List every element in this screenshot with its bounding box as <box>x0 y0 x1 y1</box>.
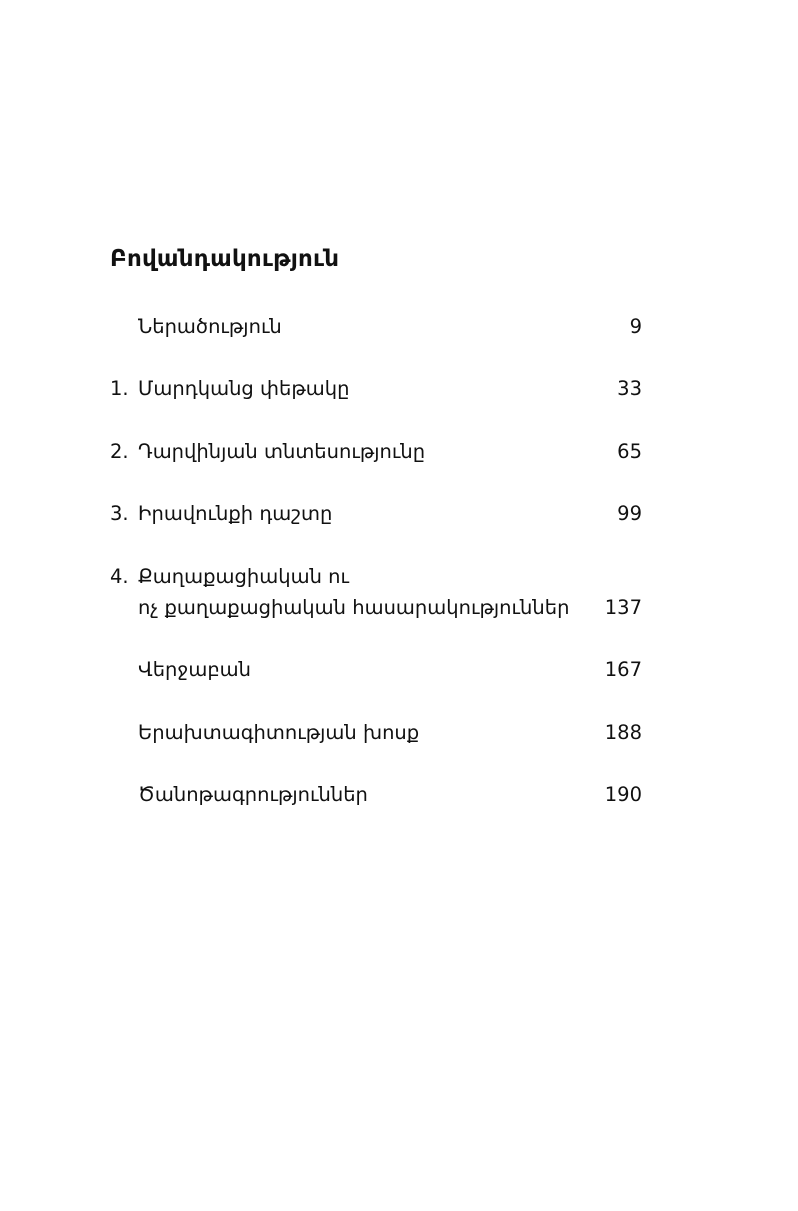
toc-entry-title <box>138 779 368 810</box>
toc-entry-title-line: Ծանոթագրություններ <box>138 783 368 806</box>
toc-entry-title-line: Դարվինյան տնտեսությունը <box>138 440 426 463</box>
toc-entry-page-number: 137 <box>604 596 642 619</box>
toc-entry-title-line: Մարդկանց փեթակը <box>138 377 350 400</box>
toc-entry-title <box>138 561 569 623</box>
toc-entry-page-number: 65 <box>617 440 642 463</box>
toc-entry-title <box>138 436 425 467</box>
toc-entry-title <box>138 311 282 342</box>
toc-entry-title-line: ոչ քաղաքացիական հասարակություններ <box>138 596 570 619</box>
toc-entry-number: 1. <box>110 377 129 400</box>
toc-entry-number: 4. <box>110 565 129 588</box>
toc-entry-page-number: 188 <box>604 721 642 744</box>
toc-entry-page-number: 99 <box>617 502 642 525</box>
toc-entry-title <box>138 717 419 748</box>
toc-entry-title-line: Ներածություն <box>138 315 282 338</box>
toc-title: Բովանդակություն <box>110 246 340 272</box>
toc-entry-title-line: Իրավունքի դաշտը <box>138 502 333 525</box>
toc-entry-title <box>138 654 251 685</box>
toc-entry-page-number: 9 <box>629 315 642 338</box>
toc-entry-title-line: Երախտագիտության խոսք <box>138 721 420 744</box>
toc-entry-number: 2. <box>110 440 129 463</box>
toc-entry-page-number: 33 <box>617 377 642 400</box>
toc-entry-title-line: Վերջաբան <box>138 658 252 681</box>
toc-entry-page-number: 190 <box>604 783 642 806</box>
toc-entry-title <box>138 373 349 404</box>
toc-entry-title-line: Քաղաքացիական ու <box>138 565 349 588</box>
toc-entry-number: 3. <box>110 502 129 525</box>
toc-entry-title <box>138 498 332 529</box>
toc-entry-page-number: 167 <box>604 658 642 681</box>
